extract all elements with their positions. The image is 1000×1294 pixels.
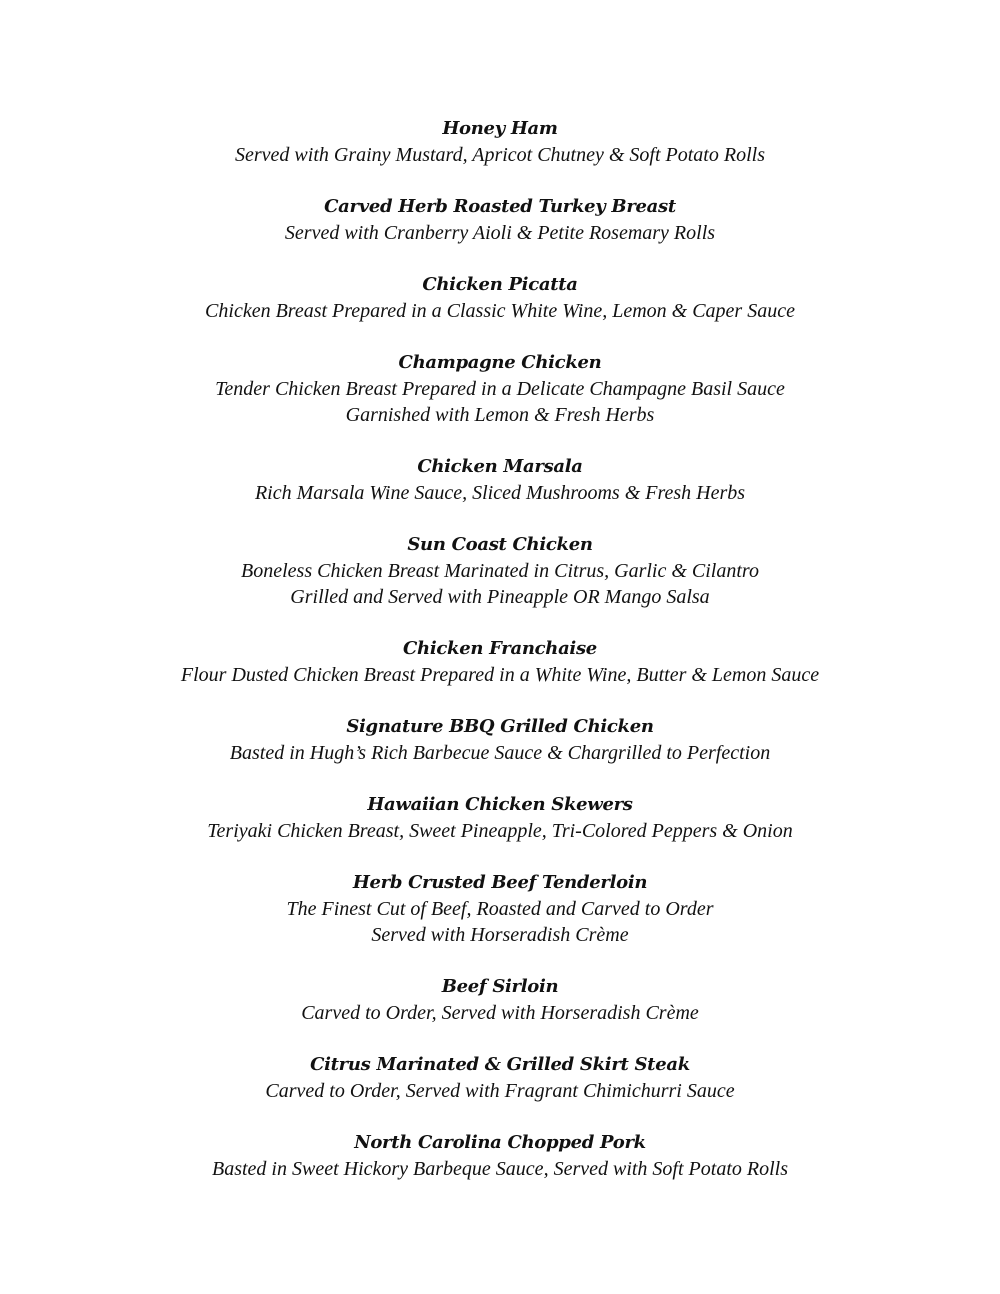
menu-item-title: Citrus Marinated & Grilled Skirt Steak <box>310 1054 690 1075</box>
menu-item-chicken-franchaise <box>0 636 1000 688</box>
menu-item-description: Grilled and Served with Pineapple OR Mango Salsa <box>290 586 710 608</box>
menu-item-description: Boneless Chicken Breast Marinated in Citrus, Garlic & Cilantro <box>241 560 759 582</box>
menu-item-title: Honey Ham <box>442 118 558 139</box>
menu-item-title: Champagne Chicken <box>398 352 602 373</box>
menu-item-description: Carved to Order, Served with Horseradish Crème <box>301 1002 699 1024</box>
menu-item-title: Sun Coast Chicken <box>407 534 593 555</box>
menu-item-title: Herb Crusted Beef Tenderloin <box>352 872 648 893</box>
menu-item-description: Basted in Hugh’s Rich Barbecue Sauce & Chargrilled to Perfection <box>229 742 771 764</box>
menu-item-description: Flour Dusted Chicken Breast Prepared in a White Wine, Butter & Lemon Sauce <box>180 664 820 686</box>
menu-item-chicken-marsala <box>0 454 1000 506</box>
menu-item-hawaiian-chicken-skewers <box>0 792 1000 844</box>
menu-item-description: Tender Chicken Breast Prepared in a Delicate Champagne Basil Sauce <box>215 378 785 400</box>
menu-item-honey-ham <box>0 116 1000 168</box>
menu-item-description: Teriyaki Chicken Breast, Sweet Pineapple, Tri-Colored Peppers & Onion <box>207 820 793 842</box>
menu-item-description: Served with Cranberry Aioli & Petite Rosemary Rolls <box>284 222 716 244</box>
menu-item-title: Chicken Franchaise <box>403 638 597 659</box>
menu-item-beef-tenderloin <box>0 870 1000 948</box>
menu-item-description: Served with Grainy Mustard, Apricot Chutney & Soft Potato Rolls <box>235 144 765 166</box>
menu-item-title: Signature BBQ Grilled Chicken <box>346 716 654 737</box>
menu-item-chicken-picatta <box>0 272 1000 324</box>
menu-item-bbq-grilled-chicken <box>0 714 1000 766</box>
menu-item-sun-coast-chicken <box>0 532 1000 610</box>
menu-item-chopped-pork <box>0 1130 1000 1182</box>
menu-item-title: Hawaiian Chicken Skewers <box>367 794 633 815</box>
menu-item-description: Served with Horseradish Crème <box>371 924 629 946</box>
menu-item-description: Garnished with Lemon & Fresh Herbs <box>345 404 655 426</box>
menu-item-title: Chicken Picatta <box>422 274 578 295</box>
menu-item-beef-sirloin <box>0 974 1000 1026</box>
menu-item-title: Carved Herb Roasted Turkey Breast <box>324 196 676 217</box>
menu-item-title: North Carolina Chopped Pork <box>354 1132 646 1153</box>
menu-item-title: Beef Sirloin <box>441 976 559 997</box>
menu-item-description: Basted in Sweet Hickory Barbeque Sauce, Served with Soft Potato Rolls <box>212 1158 788 1180</box>
menu-item-description: Carved to Order, Served with Fragrant Chimichurri Sauce <box>265 1080 735 1102</box>
menu-item-description: The Finest Cut of Beef, Roasted and Carved to Order <box>286 898 714 920</box>
menu-item-turkey-breast <box>0 194 1000 246</box>
menu-item-champagne-chicken <box>0 350 1000 428</box>
menu-item-description: Rich Marsala Wine Sauce, Sliced Mushrooms & Fresh Herbs <box>254 482 746 504</box>
menu-list <box>0 116 1000 1208</box>
menu-item-skirt-steak <box>0 1052 1000 1104</box>
menu-item-title: Chicken Marsala <box>417 456 583 477</box>
menu-item-description: Chicken Breast Prepared in a Classic White Wine, Lemon & Caper Sauce <box>205 300 795 322</box>
